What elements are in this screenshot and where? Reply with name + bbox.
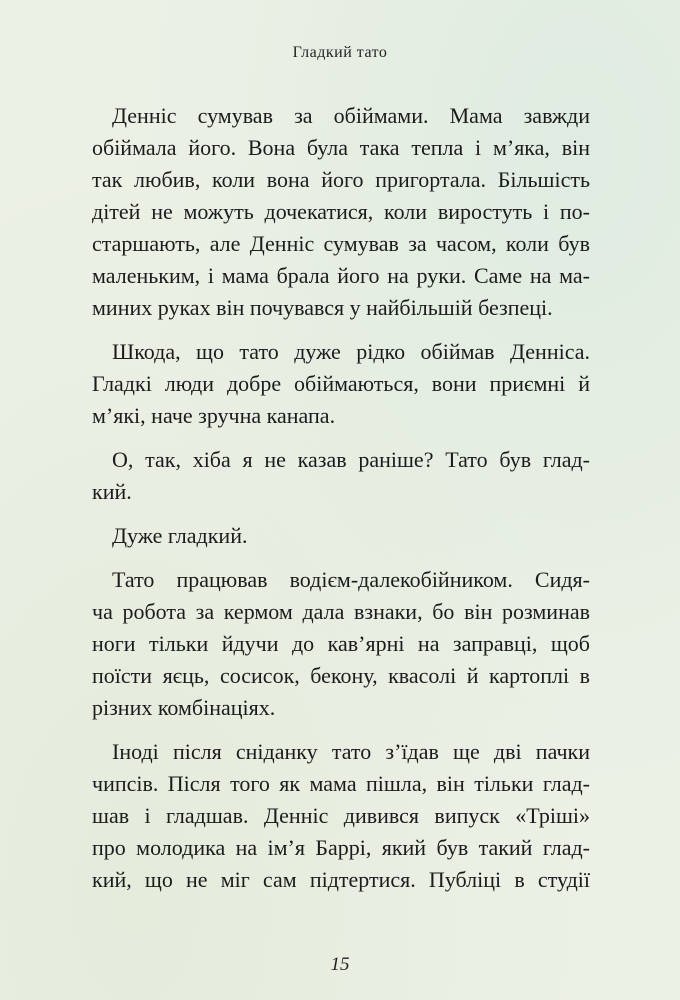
text-line: кий.	[92, 479, 132, 504]
paragraph	[92, 520, 590, 552]
text-line: різних комбінаціях.	[92, 695, 276, 720]
text-line: Шкода, що тато дуже рідко обіймав Денніса.	[112, 339, 590, 364]
running-head: Гладкий тато	[292, 44, 388, 61]
text-line: маленьким, і мама брала його на руки. Саме на ма-	[92, 263, 590, 288]
text-line: О, так, хіба я не казав раніше? Тато був глад-	[112, 447, 590, 472]
text-line: кий, що не міг сам підтертися. Публіці в студії	[92, 867, 590, 892]
text-line: дітей не можуть дочекатися, коли виростуть і по-	[92, 199, 590, 224]
paragraph	[92, 100, 590, 324]
text-line: ча робота за кермом дала взнаки, бо він розминав	[92, 599, 590, 624]
text-line: Дуже гладкий.	[112, 523, 248, 548]
paragraph	[92, 736, 590, 896]
paragraph	[92, 564, 590, 724]
text-line: так любив, коли вона його пригортала. Більшість	[92, 167, 590, 192]
text-line: обіймала його. Вона була така тепла і м’яка, він	[92, 135, 590, 160]
text-line: чипсів. Після того як мама пішла, він тільки глад-	[92, 771, 590, 796]
text-line: старшають, але Денніс сумував за часом, коли був	[92, 231, 590, 256]
text-line: миних руках він почувався у найбільшій безпеці.	[92, 295, 553, 320]
text-line: ноги тільки йдучи до кав’ярні на заправці, щоб	[92, 631, 590, 656]
paragraph	[92, 336, 590, 432]
body-text	[92, 100, 590, 908]
text-line: Іноді після сніданку тато з’їдав ще дві пачки	[112, 739, 590, 764]
paragraph	[92, 444, 590, 508]
text-line: Гладкі люди добре обіймаються, вони приємні й	[92, 371, 590, 396]
text-line: Денніс сумував за обіймами. Мама завжди	[112, 103, 590, 128]
text-line: Тато працював водієм-далекобійником. Сидя-	[112, 567, 590, 592]
page-number: 15	[330, 954, 350, 975]
text-line: про молодика на ім’я Баррі, який був такий глад-	[92, 835, 590, 860]
text-line: м’які, наче зручна канапа.	[92, 403, 336, 428]
text-line: шав і гладшав. Денніс дивився випуск «Тріші»	[92, 803, 590, 828]
text-line: поїсти яєць, сосисок, бекону, квасолі й картоплі в	[92, 663, 590, 688]
